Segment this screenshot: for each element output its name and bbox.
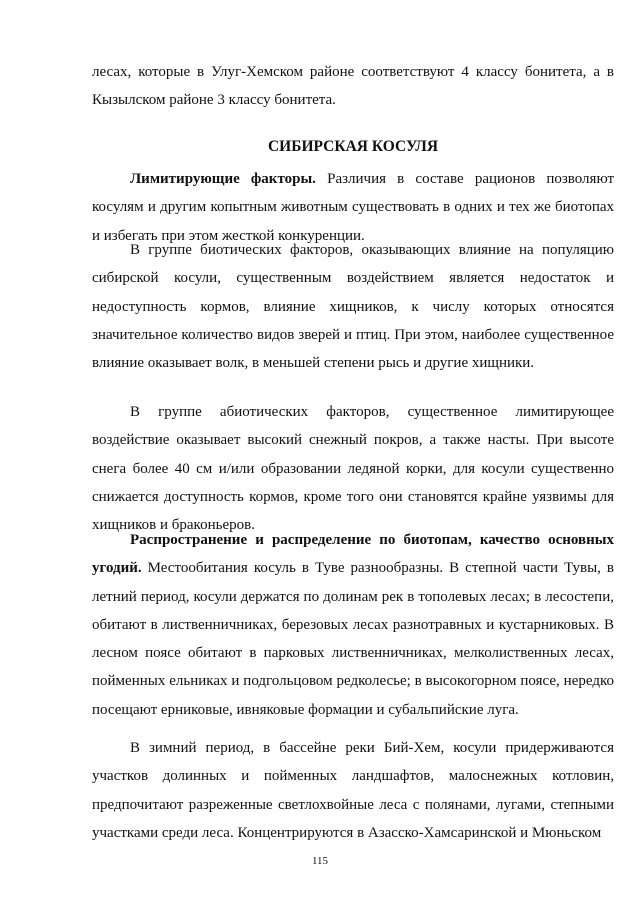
paragraph-winter-period: В зимний период, в бассейне реки Бий-Хем, косули придерживаются участков долинных и пойменных ландшафтов, малоснежных котловин, предпочитают разреженные светлохвойные леса с полянами, лугами, степными участками среди леса. Концентрируются в Азасско-Хамсаринской и Мюньском [92, 740, 614, 841]
paragraph-body-distribution: Местообитания косуль в Туве разнообразны. В степной части Тувы, в летний период, косули держатся по долинам рек в тополевых лесах; в лесостепи, обитают в лиственничниках, березовых лесах разнотравных и кустарниковых. В лесном поясе обитают в парковых лиственничниках, мелколиственных лесах, пойменных ельниках и подгольцовом редколесье; в высокогорном поясе, нередко посещают ерниковые, ивняковые формации и субальпийские луга. [92, 560, 614, 718]
section-heading: СИБИРСКАЯ КОСУЛЯ [267, 138, 439, 155]
paragraph-lead-limiting-factors: Лимитирующие факторы. [130, 171, 316, 187]
page-number: 115 [311, 855, 329, 867]
paragraph-abiotic-factors: В группе абиотических факторов, существенное лимитирующее воздействие оказывает высокий снежный покров, а также насты. При высоте снега более 40 см и/или образовании ледяной корки, для косули существенно снижается доступность кормов, кроме того они становятся крайне уязвимы для хищников и браконьеров. [92, 404, 614, 534]
paragraph-continuation: лесах, которые в Улуг-Хемском районе соответствуют 4 классу бонитета, а в Кызылском районе 3 классу бонитета. [92, 64, 614, 109]
paragraph-biotic-factors: В группе биотических факторов, оказывающих влияние на популяцию сибирской косули, существенным воздействием является недостаток и недоступность кормов, влияние хищников, к числу которых относятся значительное количество видов зверей и птиц. При этом, наиболее существенное влияние оказывает волк, в меньшей степени рысь и другие хищники. [92, 242, 614, 372]
paragraph-body-limiting-factors: Различия в составе рационов позволяют косулям и другим копытным животным существовать в одних и тех же биотопах и избегать при этом жесткой конкуренции. [92, 171, 615, 244]
paragraph-distribution [92, 526, 614, 724]
paragraph-lead-distribution: Распространение и распределение по биотопам, качество основных угодий. [92, 532, 614, 577]
